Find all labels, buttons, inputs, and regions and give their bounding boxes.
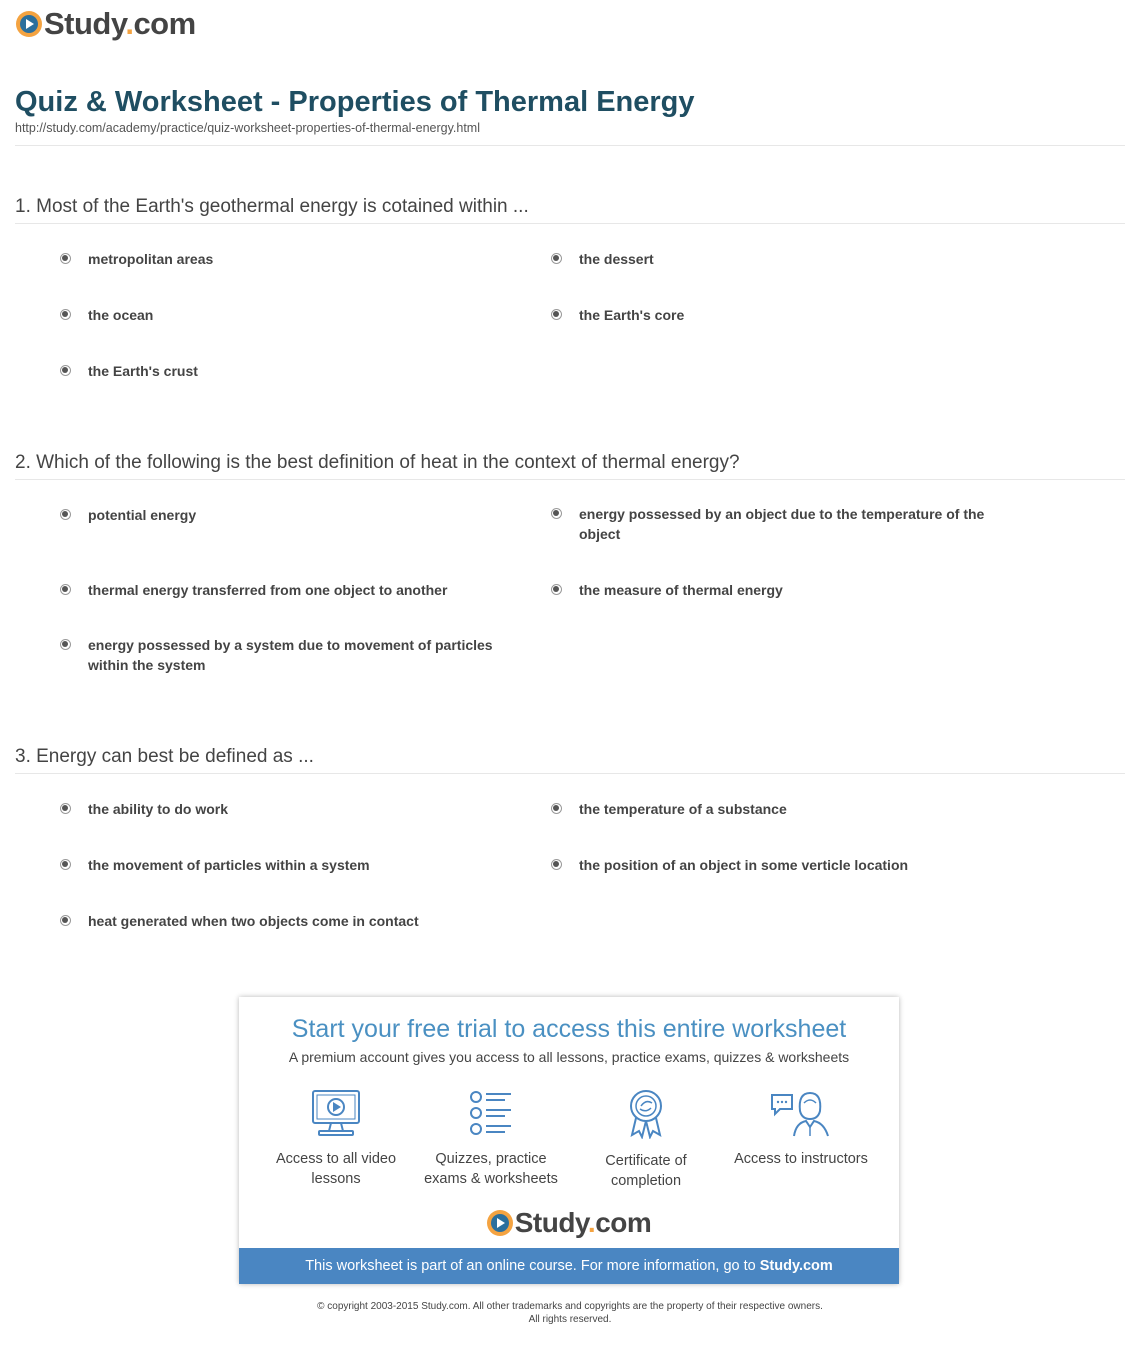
option-label: the Earth's core: [579, 307, 685, 323]
footer-text: This worksheet is part of an online course. For more information, go to: [305, 1258, 756, 1274]
copyright-rights: All rights reserved.: [528, 1314, 612, 1325]
option-label: heat generated when two objects come in contact: [88, 913, 419, 929]
radio-button-icon[interactable]: [60, 509, 71, 520]
logo-wordmark: Study.com: [44, 6, 196, 41]
option-label: the ability to do work: [88, 801, 229, 817]
question-1: 1. Most of the Earth's geothermal energy is cotained within ...: [15, 196, 529, 217]
radio-button-icon[interactable]: [60, 365, 71, 376]
radio-button-icon[interactable]: [551, 584, 562, 595]
answer-option[interactable]: [60, 911, 419, 931]
answer-option[interactable]: [551, 855, 908, 875]
radio-button-icon[interactable]: [60, 915, 71, 926]
option-label: the dessert: [579, 251, 654, 267]
certificate-icon: [626, 1089, 666, 1139]
radio-button-icon[interactable]: [551, 859, 562, 870]
logo-play-icon: [487, 1210, 513, 1236]
answer-option[interactable]: [551, 799, 787, 819]
feature-certificate: [571, 1089, 721, 1191]
logo-wordmark: Study.com: [514, 1207, 652, 1238]
radio-button-icon[interactable]: [60, 639, 71, 650]
feature-video-lessons: [261, 1089, 411, 1189]
option-label: the position of an object in some verticle location: [579, 857, 909, 873]
option-label: the temperature of a substance: [579, 801, 787, 817]
divider: [15, 145, 1125, 146]
option-label: the measure of thermal energy: [579, 582, 783, 598]
answer-option[interactable]: [60, 361, 198, 381]
option-label: metropolitan areas: [88, 251, 214, 267]
answer-option[interactable]: [551, 249, 654, 269]
radio-button-icon[interactable]: [551, 253, 562, 264]
radio-button-icon[interactable]: [60, 803, 71, 814]
feature-quizzes: [416, 1089, 566, 1189]
promo-subtitle: A premium account gives you access to all lessons, practice exams, quizzes & worksheets: [288, 1049, 850, 1065]
answer-option[interactable]: [60, 635, 530, 675]
divider: [15, 479, 1125, 480]
instructor-icon: [770, 1089, 832, 1137]
video-lesson-icon: [311, 1089, 361, 1137]
option-label: the ocean: [88, 307, 154, 323]
answer-option[interactable]: [60, 305, 153, 325]
feature-label: Certificate of completion: [605, 1153, 687, 1189]
feature-label: Access to instructors: [734, 1151, 868, 1167]
answer-option[interactable]: [60, 249, 213, 269]
feature-label: Access to all video lessons: [275, 1151, 397, 1187]
question-2: 2. Which of the following is the best definition of heat in the context of thermal energy?: [15, 452, 740, 473]
option-label: potential energy: [88, 507, 197, 523]
free-trial-promo[interactable]: [239, 997, 899, 1284]
option-label: energy possessed by an object due to the temperature of the object: [579, 506, 985, 542]
option-label: the movement of particles within a system: [88, 857, 370, 873]
footer-study-link[interactable]: Study.com: [759, 1258, 833, 1274]
radio-button-icon[interactable]: [551, 803, 562, 814]
radio-button-icon[interactable]: [60, 584, 71, 595]
radio-button-icon[interactable]: [60, 309, 71, 320]
answer-option[interactable]: [60, 580, 447, 600]
option-label: thermal energy transferred from one object to another: [88, 582, 448, 598]
divider: [15, 223, 1125, 224]
answer-option[interactable]: [551, 305, 684, 325]
promo-footer-bar: [239, 1248, 899, 1284]
promo-title[interactable]: Start your free trial to access this entire worksheet: [291, 1015, 847, 1043]
radio-button-icon[interactable]: [60, 253, 71, 264]
feature-label: Quizzes, practice exams & worksheets: [424, 1151, 558, 1187]
option-label: the Earth's crust: [88, 363, 198, 379]
promo-study-logo[interactable]: [239, 1207, 899, 1239]
answer-option[interactable]: [60, 505, 196, 525]
feature-instructors: [726, 1089, 876, 1169]
answer-option[interactable]: [551, 580, 783, 600]
copyright-line: © copyright 2003-2015 Study.com. All other trademarks and copyrights are the property of their respective owners.: [317, 1301, 823, 1312]
study-logo[interactable]: [16, 8, 196, 40]
answer-option[interactable]: [60, 799, 228, 819]
radio-button-icon[interactable]: [60, 859, 71, 870]
option-label: energy possessed by a system due to movement of particles within the system: [88, 637, 493, 673]
divider: [15, 773, 1125, 774]
answer-option[interactable]: [60, 855, 370, 875]
page-title: Quiz & Worksheet - Properties of Thermal Energy: [15, 86, 695, 118]
question-3: 3. Energy can best be defined as ...: [15, 746, 314, 767]
copyright: [0, 1300, 1140, 1326]
radio-button-icon[interactable]: [551, 309, 562, 320]
quiz-list-icon: [469, 1089, 513, 1137]
logo-play-icon: [16, 11, 42, 37]
page-url[interactable]: http://study.com/academy/practice/quiz-worksheet-properties-of-thermal-energy.html: [15, 121, 480, 135]
radio-button-icon[interactable]: [551, 508, 562, 519]
answer-option[interactable]: [551, 504, 1011, 544]
